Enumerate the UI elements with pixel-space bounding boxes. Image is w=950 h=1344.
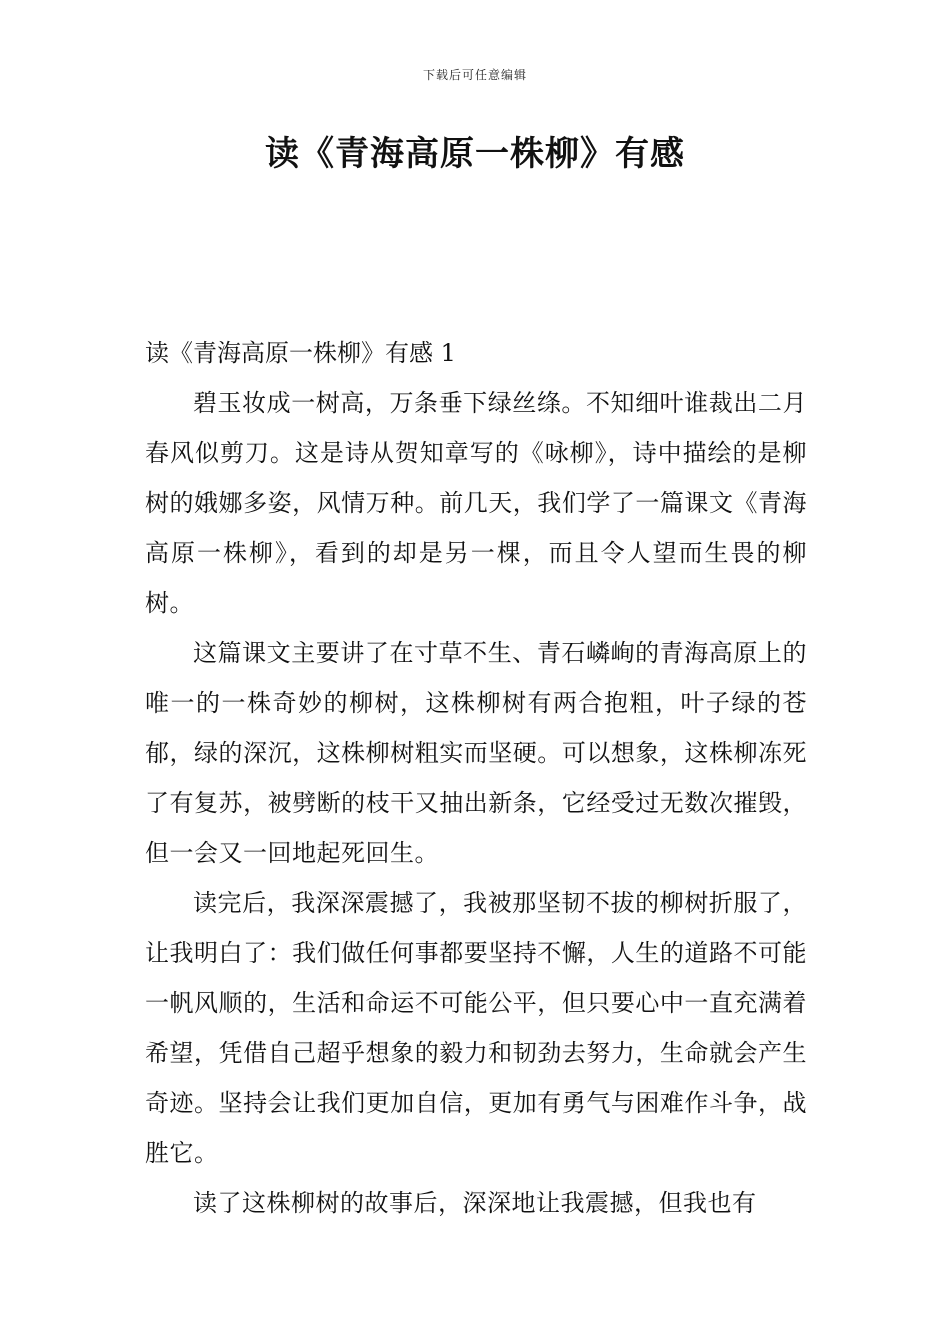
paragraph-3: 读完后，我深深震撼了，我被那坚韧不拔的柳树折服了，让我明白了：我们做任何事都要坚持不懈，人生的道路不可能一帆风顺的，生活和命运不可能公平，但只要心中一直充满着希望，凭借自己超乎想象的毅力和韧劲去努力，生命就会产生奇迹。坚持会让我们更加自信，更加有勇气与困难作斗争，战胜它。	[145, 889, 807, 1167]
paragraph-2: 这篇课文主要讲了在寸草不生、青石嶙峋的青海高原上的唯一的一株奇妙的柳树，这株柳树有两合抱粗，叶子绿的苍郁，绿的深沉，这株柳树粗实而坚硬。可以想象，这株柳冻死了有复苏，被劈断的枝干又抽出新条，它经受过无数次摧毁，但一会又一回地起死回生。	[145, 639, 807, 867]
section-heading: 读《青海高原一株柳》有感 1	[145, 339, 456, 367]
document-title: 读《青海高原一株柳》有感	[265, 134, 685, 174]
paragraph-1: 碧玉妆成一树高，万条垂下绿丝绦。不知细叶谁裁出二月春风似剪刀。这是诗从贺知章写的《咏柳》，诗中描绘的是柳树的娥娜多姿，风情万种。前几天，我们学了一篇课文《青海高原一株柳》，看到的却是另一棵，而且令人望而生畏的柳树。	[145, 389, 807, 617]
header-note: 下载后可任意编辑	[422, 68, 527, 82]
paragraph-4: 读了这株柳树的故事后，深深地让我震撼，但我也有	[193, 1189, 757, 1217]
document-body	[145, 328, 807, 1228]
